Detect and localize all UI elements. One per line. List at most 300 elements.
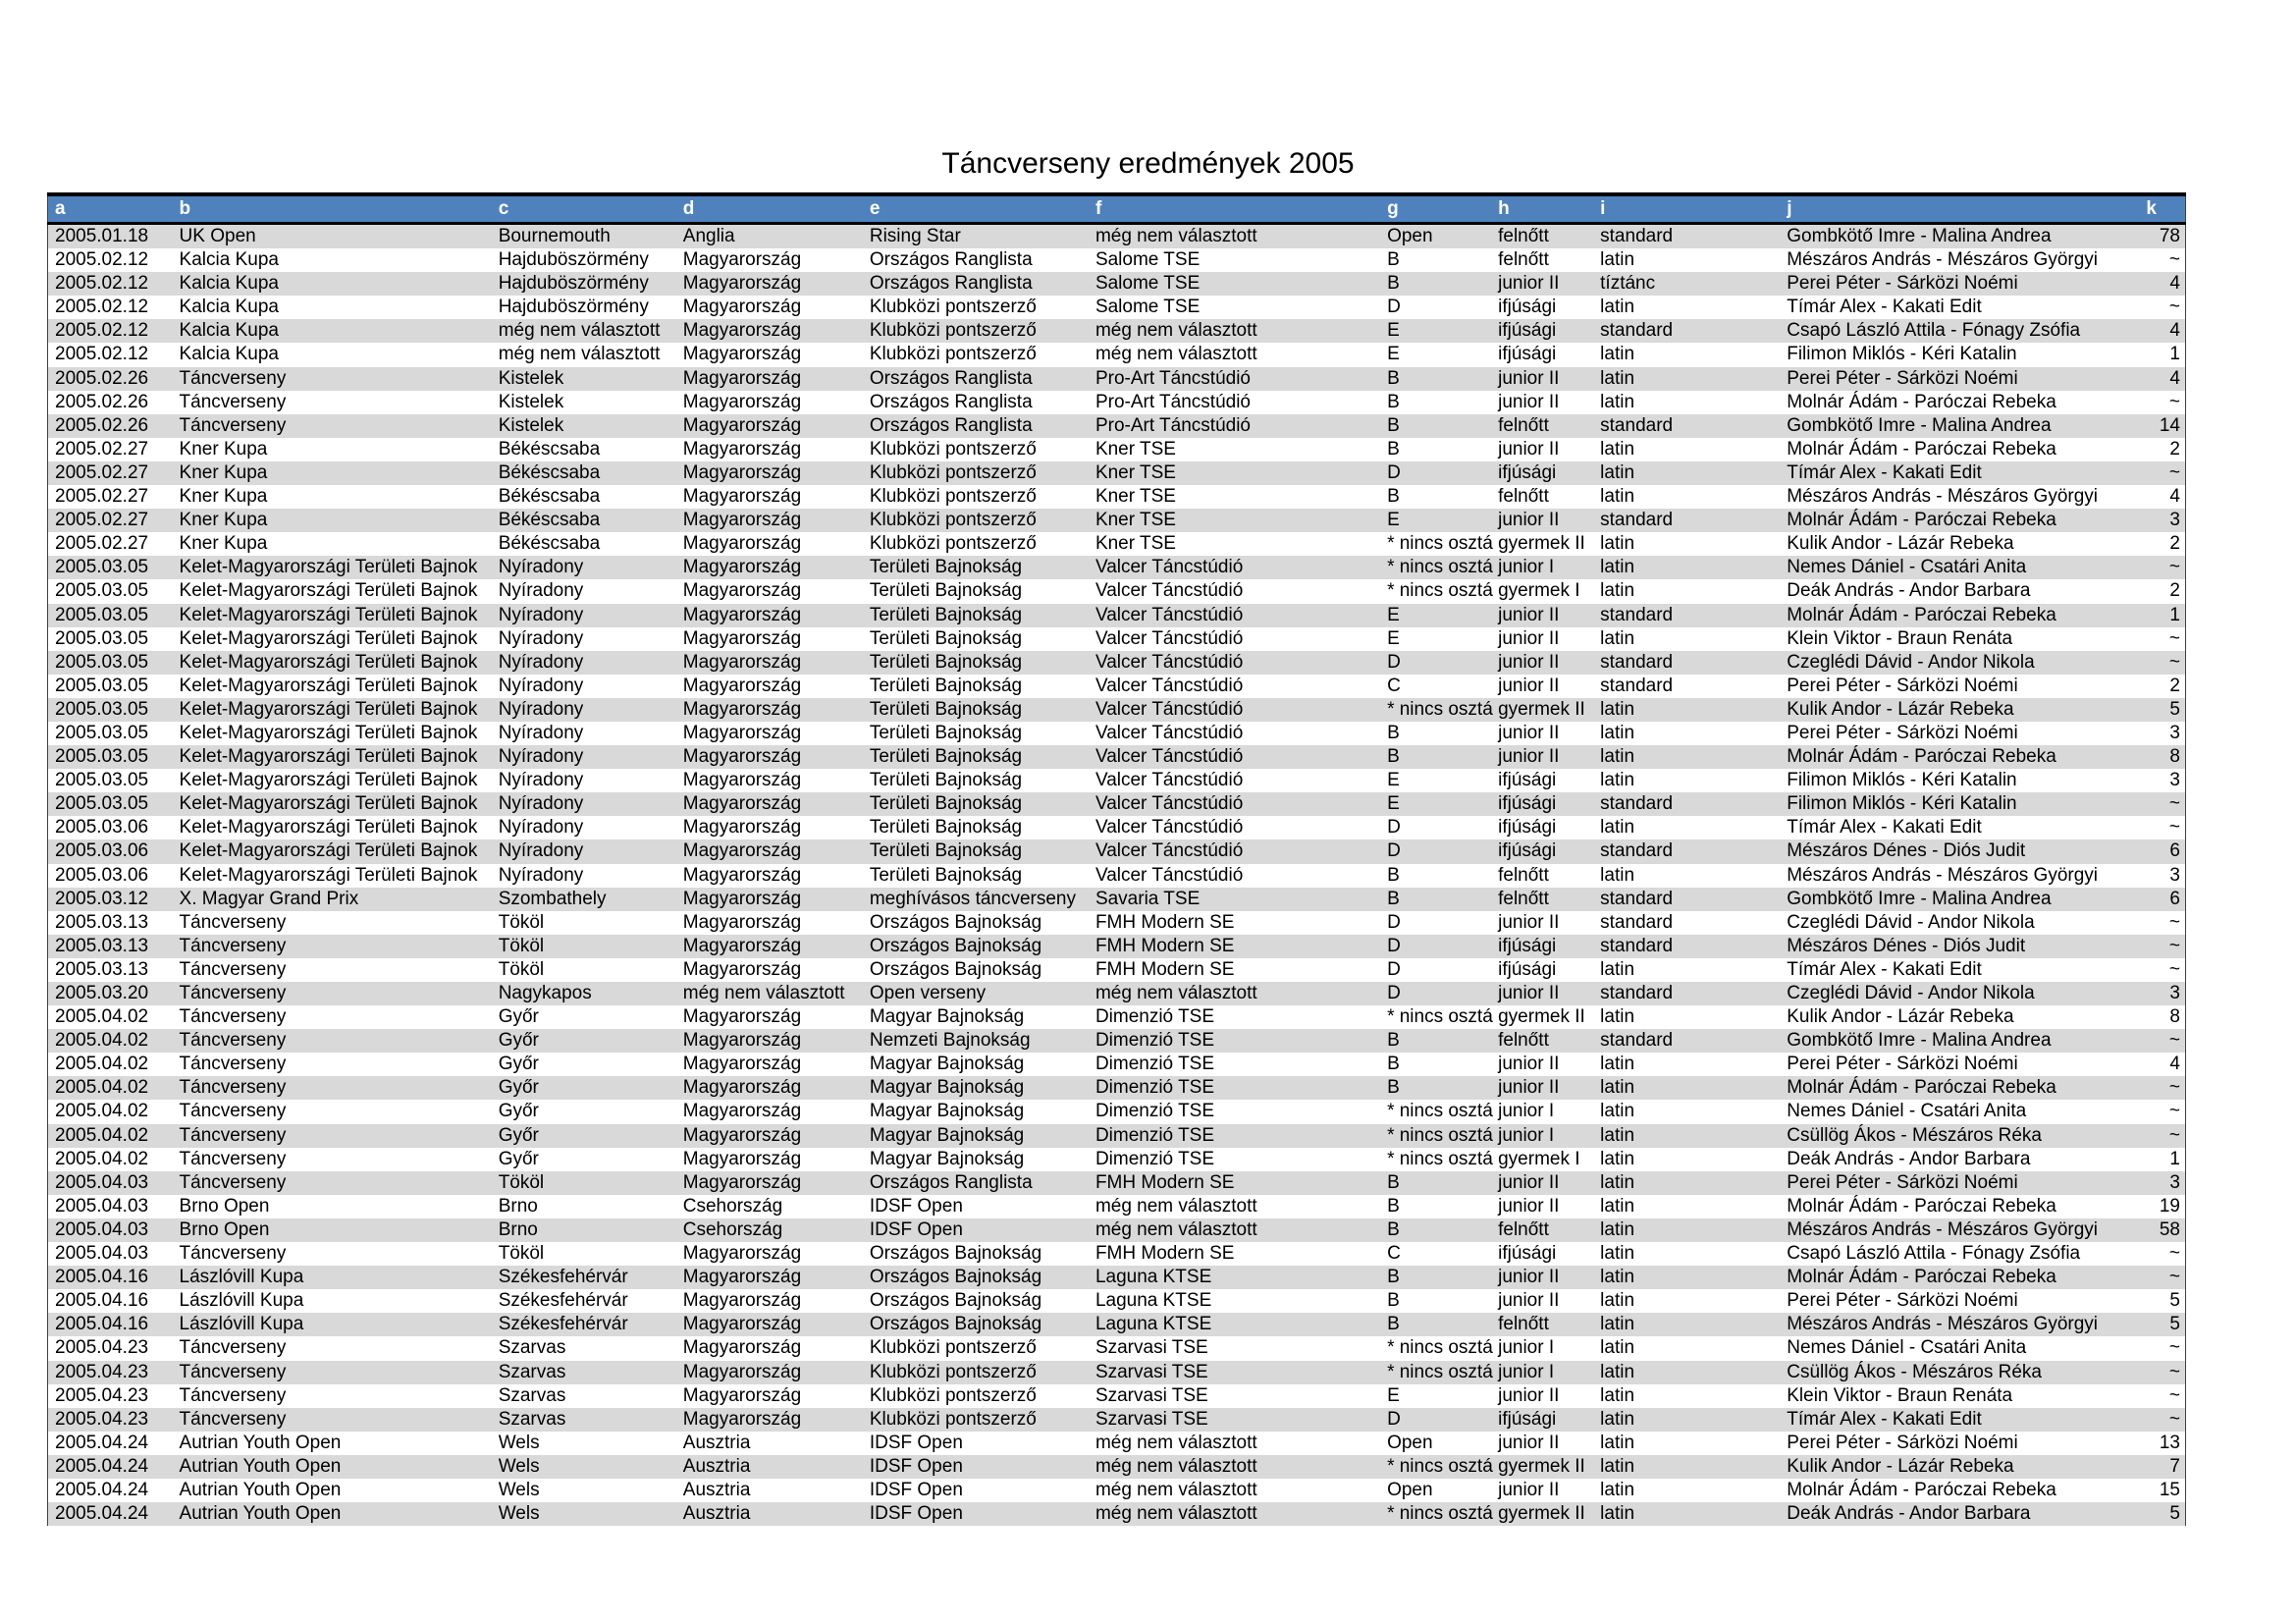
cell-placement: 13	[2159, 1432, 2180, 1453]
cell-age-group: ifjúsági	[1498, 817, 1557, 839]
cell-club: Kner TSE	[1095, 461, 1176, 483]
cell-age-group: felnőtt	[1498, 226, 1549, 246]
cell-event: Kelet-Magyarországi Területi Bajnok	[179, 604, 478, 625]
table-row	[48, 1029, 2186, 1053]
cell-dance-style: latin	[1600, 1006, 1635, 1028]
cell-placement: 3	[2169, 983, 2180, 1003]
cell-competition-type: Területi Bajnokság	[869, 770, 1023, 791]
cell-date: 2005.04.02	[55, 1148, 149, 1169]
cell-country: Magyarország	[682, 438, 802, 460]
cell-age-group: junior II	[1498, 983, 1560, 1003]
cell-event: Táncverseny	[179, 1006, 287, 1028]
cell-competition-type: Rising Star	[869, 226, 961, 246]
cell-age-group: junior II	[1498, 1432, 1560, 1453]
cell-date: 2005.02.12	[55, 249, 149, 271]
cell-competition-type: Országos Bajnokság	[869, 935, 1042, 956]
cell-date: 2005.03.12	[55, 888, 149, 909]
cell-event: Autrian Youth Open	[179, 1455, 342, 1477]
cell-club: Dimenzió TSE	[1095, 1148, 1215, 1169]
cell-club: Valcer Táncstúdió	[1095, 651, 1244, 673]
column-header-e: e	[863, 194, 1089, 224]
cell-dance-style: latin	[1600, 1503, 1635, 1525]
cell-dance-style: latin	[1600, 1171, 1635, 1193]
cell-date: 2005.04.03	[55, 1243, 149, 1265]
cell-country: Magyarország	[682, 1006, 802, 1028]
cell-dance-style: latin	[1600, 958, 1635, 980]
table-row	[48, 1408, 2186, 1432]
cell-couple: Kulik Andor - Lázár Rebeka	[1787, 533, 2014, 555]
cell-country: Magyarország	[682, 297, 802, 318]
cell-placement: 2	[2169, 533, 2180, 555]
cell-couple: Perei Péter - Sárközi Noémi	[1787, 1432, 2018, 1453]
cell-event: Táncverseny	[179, 1361, 287, 1382]
cell-competition-type: IDSF Open	[869, 1195, 963, 1217]
cell-country: Magyarország	[682, 604, 802, 625]
cell-competition-type: Országos Ranglista	[869, 1171, 1033, 1193]
table-row	[48, 367, 2186, 391]
cell-placement: 5	[2169, 1503, 2180, 1525]
column-header-a: a	[48, 194, 173, 224]
cell-dance-style: latin	[1600, 1054, 1635, 1075]
table-row	[48, 248, 2186, 272]
cell-age-group: gyermek I	[1498, 580, 1580, 602]
cell-class: D	[1387, 983, 1401, 1003]
cell-class: B	[1387, 1314, 1400, 1335]
cell-club: Dimenzió TSE	[1095, 1077, 1215, 1099]
cell-event: Kelet-Magyarországi Területi Bajnok	[179, 627, 478, 649]
cell-date: 2005.02.26	[55, 391, 149, 412]
cell-class: E	[1387, 604, 1400, 625]
cell-competition-type: IDSF Open	[869, 1479, 963, 1500]
cell-city: Szarvas	[498, 1384, 566, 1406]
cell-competition-type: Klubközi pontszerző	[869, 1361, 1037, 1382]
cell-club: Valcer Táncstúdió	[1095, 746, 1244, 768]
cell-date: 2005.01.18	[55, 226, 149, 246]
cell-city: Nyíradony	[498, 651, 584, 673]
table-row	[48, 1432, 2186, 1455]
cell-event: X. Magyar Grand Prix	[179, 888, 359, 909]
cell-event: Táncverseny	[179, 1101, 287, 1122]
table-row	[48, 911, 2186, 935]
cell-date: 2005.04.24	[55, 1432, 149, 1453]
cell-club: FMH Modern SE	[1095, 935, 1235, 956]
cell-city: Kistelek	[498, 414, 564, 436]
cell-club: Laguna KTSE	[1095, 1290, 1212, 1312]
cell-age-group: ifjúsági	[1498, 320, 1557, 342]
cell-dance-style: latin	[1600, 486, 1635, 508]
cell-club: Pro-Art Táncstúdió	[1095, 367, 1251, 389]
cell-event: Táncverseny	[179, 1171, 287, 1193]
cell-city: Nagykapos	[498, 983, 592, 1003]
cell-dance-style: latin	[1600, 1290, 1635, 1312]
cell-class: B	[1387, 273, 1400, 295]
cell-event: Kner Kupa	[179, 486, 268, 508]
cell-competition-type: Klubközi pontszerző	[869, 510, 1037, 531]
table-row	[48, 1289, 2186, 1313]
cell-placement: ~	[2168, 1384, 2180, 1406]
cell-event: Kelet-Magyarországi Területi Bajnok	[179, 722, 478, 743]
cell-placement: 4	[2169, 273, 2180, 295]
cell-event: Táncverseny	[179, 1124, 287, 1146]
cell-country: Magyarország	[682, 958, 802, 980]
cell-country: Magyarország	[682, 627, 802, 649]
cell-age-group: felnőtt	[1498, 249, 1549, 271]
cell-couple: Filimon Miklós - Kéri Katalin	[1787, 770, 2017, 791]
cell-placement: ~	[2168, 1101, 2180, 1122]
cell-dance-style: standard	[1600, 414, 1674, 436]
cell-country: Anglia	[682, 226, 735, 246]
cell-date: 2005.03.05	[55, 580, 149, 602]
cell-couple: Perei Péter - Sárközi Noémi	[1787, 722, 2018, 743]
cell-age-group: junior II	[1498, 1290, 1560, 1312]
cell-city: Győr	[498, 1101, 539, 1122]
cell-age-group: felnőtt	[1498, 486, 1549, 508]
cell-couple: Perei Péter - Sárközi Noémi	[1787, 273, 2018, 295]
cell-competition-type: Magyar Bajnokság	[869, 1077, 1025, 1099]
cell-age-group: junior II	[1498, 604, 1560, 625]
cell-class: E	[1387, 793, 1400, 815]
cell-dance-style: standard	[1600, 675, 1674, 696]
cell-class: E	[1387, 1384, 1400, 1406]
cell-club: Szarvasi TSE	[1095, 1361, 1208, 1382]
cell-event: Brno Open	[179, 1218, 270, 1240]
cell-country: Magyarország	[682, 793, 802, 815]
cell-date: 2005.04.23	[55, 1361, 149, 1382]
cell-class: B	[1387, 1030, 1400, 1052]
cell-class: B	[1387, 1171, 1400, 1193]
cell-placement: ~	[2168, 249, 2180, 271]
table-row	[48, 958, 2186, 982]
cell-country: Magyarország	[682, 1148, 802, 1169]
table-row	[48, 1313, 2186, 1336]
cell-competition-type: Magyar Bajnokság	[869, 1006, 1025, 1028]
cell-class: B	[1387, 438, 1400, 460]
cell-age-group: gyermek II	[1498, 533, 1585, 555]
cell-city: Hajduböszörmény	[498, 297, 649, 318]
cell-country: Magyarország	[682, 840, 802, 862]
cell-placement: ~	[2168, 817, 2180, 839]
cell-competition-type: Klubközi pontszerző	[869, 1337, 1037, 1359]
cell-class: * nincs osztá	[1387, 698, 1493, 720]
cell-class: * nincs osztá	[1387, 1361, 1493, 1382]
cell-age-group: junior II	[1498, 438, 1560, 460]
cell-placement: ~	[2168, 1077, 2180, 1099]
cell-club: Pro-Art Táncstúdió	[1095, 391, 1251, 412]
cell-placement: 3	[2169, 770, 2180, 791]
cell-placement: 2	[2169, 675, 2180, 696]
cell-dance-style: standard	[1600, 840, 1674, 862]
cell-couple: Klein Viktor - Braun Renáta	[1787, 627, 2013, 649]
cell-placement: 8	[2169, 746, 2180, 768]
cell-dance-style: latin	[1600, 722, 1635, 743]
cell-country: még nem választott	[682, 983, 845, 1003]
cell-placement: ~	[2168, 911, 2180, 933]
cell-couple: Molnár Ádám - Paróczai Rebeka	[1787, 1479, 2056, 1500]
table-row	[48, 414, 2186, 438]
results-table	[47, 192, 2186, 1526]
cell-city: Szarvas	[498, 1408, 566, 1430]
cell-date: 2005.04.23	[55, 1337, 149, 1359]
cell-placement: 1	[2169, 1148, 2180, 1169]
cell-dance-style: latin	[1600, 1455, 1635, 1477]
cell-competition-type: IDSF Open	[869, 1218, 963, 1240]
cell-date: 2005.03.13	[55, 935, 149, 956]
cell-club: Kner TSE	[1095, 438, 1176, 460]
cell-date: 2005.03.06	[55, 817, 149, 839]
cell-date: 2005.02.27	[55, 438, 149, 460]
cell-competition-type: Magyar Bajnokság	[869, 1101, 1025, 1122]
cell-event: Táncverseny	[179, 1148, 287, 1169]
table-row	[48, 556, 2186, 579]
cell-event: Kner Kupa	[179, 461, 268, 483]
table-row	[48, 698, 2186, 722]
cell-club: FMH Modern SE	[1095, 958, 1235, 980]
cell-couple: Kulik Andor - Lázár Rebeka	[1787, 1455, 2014, 1477]
cell-age-group: ifjúsági	[1498, 770, 1557, 791]
cell-country: Magyarország	[682, 746, 802, 768]
cell-placement: ~	[2168, 793, 2180, 815]
cell-dance-style: latin	[1600, 1384, 1635, 1406]
cell-date: 2005.03.13	[55, 958, 149, 980]
cell-club: Kner TSE	[1095, 486, 1176, 508]
cell-city: Tököl	[498, 958, 545, 980]
cell-date: 2005.04.03	[55, 1171, 149, 1193]
cell-date: 2005.03.20	[55, 983, 149, 1003]
cell-date: 2005.04.16	[55, 1314, 149, 1335]
cell-country: Magyarország	[682, 391, 802, 412]
cell-date: 2005.03.13	[55, 911, 149, 933]
table-row	[48, 651, 2186, 675]
cell-competition-type: Magyar Bajnokság	[869, 1148, 1025, 1169]
cell-dance-style: standard	[1600, 604, 1674, 625]
cell-couple: Molnár Ádám - Paróczai Rebeka	[1787, 1077, 2056, 1099]
cell-city: Nyíradony	[498, 770, 584, 791]
cell-age-group: ifjúsági	[1498, 793, 1557, 815]
cell-club: Dimenzió TSE	[1095, 1124, 1215, 1146]
cell-club: Valcer Táncstúdió	[1095, 604, 1244, 625]
cell-competition-type: IDSF Open	[869, 1455, 963, 1477]
cell-city: Nyíradony	[498, 746, 584, 768]
cell-class: B	[1387, 1054, 1400, 1075]
cell-class: Open	[1387, 1479, 1433, 1500]
cell-age-group: gyermek II	[1498, 698, 1585, 720]
cell-dance-style: latin	[1600, 533, 1635, 555]
cell-club: Salome TSE	[1095, 249, 1201, 271]
cell-couple: Molnár Ádám - Paróczai Rebeka	[1787, 391, 2056, 412]
cell-placement: 19	[2159, 1195, 2180, 1217]
cell-couple: Csapó László Attila - Fónagy Zsófia	[1787, 1243, 2081, 1265]
cell-club: Savaria TSE	[1095, 888, 1201, 909]
cell-date: 2005.04.16	[55, 1267, 149, 1288]
cell-couple: Klein Viktor - Braun Renáta	[1787, 1384, 2013, 1406]
cell-couple: Nemes Dániel - Csatári Anita	[1787, 1101, 2027, 1122]
cell-city: Szarvas	[498, 1337, 566, 1359]
cell-country: Magyarország	[682, 1267, 802, 1288]
cell-country: Magyarország	[682, 1101, 802, 1122]
table-row	[48, 627, 2186, 651]
cell-date: 2005.04.03	[55, 1218, 149, 1240]
cell-dance-style: tíztánc	[1600, 273, 1656, 295]
cell-competition-type: Területi Bajnokság	[869, 817, 1023, 839]
cell-city: Szarvas	[498, 1361, 566, 1382]
column-header-i: i	[1593, 194, 1780, 224]
cell-class: B	[1387, 391, 1400, 412]
cell-age-group: junior I	[1498, 557, 1555, 578]
cell-placement: ~	[2168, 651, 2180, 673]
cell-competition-type: Országos Ranglista	[869, 367, 1033, 389]
cell-club: Pro-Art Táncstúdió	[1095, 414, 1251, 436]
cell-dance-style: latin	[1600, 1195, 1635, 1217]
cell-dance-style: latin	[1600, 1361, 1635, 1382]
cell-club: Dimenzió TSE	[1095, 1054, 1215, 1075]
cell-couple: Deák András - Andor Barbara	[1787, 1148, 2031, 1169]
cell-placement: 4	[2169, 1054, 2180, 1075]
cell-dance-style: latin	[1600, 438, 1635, 460]
cell-class: B	[1387, 864, 1400, 886]
cell-country: Magyarország	[682, 1361, 802, 1382]
cell-city: Győr	[498, 1148, 539, 1169]
cell-date: 2005.04.02	[55, 1054, 149, 1075]
cell-club: FMH Modern SE	[1095, 911, 1235, 933]
cell-class: B	[1387, 414, 1400, 436]
cell-event: Táncverseny	[179, 1337, 287, 1359]
cell-class: B	[1387, 1077, 1400, 1099]
cell-date: 2005.04.24	[55, 1503, 149, 1525]
column-header-h: h	[1491, 194, 1593, 224]
cell-couple: Perei Péter - Sárközi Noémi	[1787, 1171, 2018, 1193]
cell-country: Magyarország	[682, 580, 802, 602]
cell-class: B	[1387, 1267, 1400, 1288]
cell-competition-type: Országos Bajnokság	[869, 1290, 1042, 1312]
cell-club: Valcer Táncstúdió	[1095, 557, 1244, 578]
table-row	[48, 888, 2186, 911]
column-header-c: c	[492, 194, 676, 224]
cell-dance-style: standard	[1600, 510, 1674, 531]
cell-couple: Nemes Dániel - Csatári Anita	[1787, 1337, 2027, 1359]
cell-city: Nyíradony	[498, 864, 584, 886]
cell-dance-style: latin	[1600, 297, 1635, 318]
table-row	[48, 1195, 2186, 1218]
cell-city: Bournemouth	[498, 226, 611, 246]
cell-age-group: junior II	[1498, 367, 1560, 389]
cell-country: Magyarország	[682, 722, 802, 743]
cell-age-group: junior II	[1498, 1195, 1560, 1217]
table-row	[48, 769, 2186, 792]
cell-class: C	[1387, 675, 1401, 696]
cell-country: Magyarország	[682, 1384, 802, 1406]
cell-dance-style: latin	[1600, 746, 1635, 768]
column-header-k: k	[2139, 194, 2185, 224]
cell-city: még nem választott	[498, 320, 661, 342]
cell-competition-type: IDSF Open	[869, 1432, 963, 1453]
cell-country: Magyarország	[682, 770, 802, 791]
cell-club: Szarvasi TSE	[1095, 1384, 1208, 1406]
cell-class: D	[1387, 817, 1401, 839]
cell-class: D	[1387, 651, 1401, 673]
cell-age-group: junior II	[1498, 391, 1560, 412]
cell-age-group: felnőtt	[1498, 1314, 1549, 1335]
table-row	[48, 1053, 2186, 1076]
table-row	[48, 839, 2186, 863]
cell-country: Magyarország	[682, 414, 802, 436]
cell-age-group: junior II	[1498, 651, 1560, 673]
cell-club: Dimenzió TSE	[1095, 1030, 1215, 1052]
column-header-f: f	[1089, 194, 1380, 224]
cell-couple: Molnár Ádám - Paróczai Rebeka	[1787, 746, 2056, 768]
cell-country: Magyarország	[682, 911, 802, 933]
cell-competition-type: Országos Ranglista	[869, 391, 1033, 412]
cell-age-group: ifjúsági	[1498, 935, 1557, 956]
cell-competition-type: Országos Ranglista	[869, 249, 1033, 271]
cell-country: Magyarország	[682, 1314, 802, 1335]
cell-age-group: felnőtt	[1498, 414, 1549, 436]
cell-dance-style: latin	[1600, 1479, 1635, 1500]
cell-date: 2005.02.26	[55, 367, 149, 389]
cell-country: Csehország	[682, 1218, 783, 1240]
cell-event: Autrian Youth Open	[179, 1503, 342, 1525]
cell-club: Salome TSE	[1095, 297, 1201, 318]
cell-club: még nem választott	[1095, 226, 1257, 246]
cell-city: Békéscsaba	[498, 486, 601, 508]
cell-date: 2005.04.02	[55, 1077, 149, 1099]
table-row	[48, 391, 2186, 414]
cell-city: Győr	[498, 1054, 539, 1075]
cell-placement: ~	[2168, 391, 2180, 412]
cell-country: Magyarország	[682, 651, 802, 673]
cell-placement: ~	[2168, 1124, 2180, 1146]
cell-placement: 6	[2169, 840, 2180, 862]
cell-city: Tököl	[498, 935, 545, 956]
cell-date: 2005.04.16	[55, 1290, 149, 1312]
cell-placement: ~	[2168, 297, 2180, 318]
cell-event: Kalcia Kupa	[179, 297, 279, 318]
cell-date: 2005.03.06	[55, 864, 149, 886]
cell-country: Ausztria	[682, 1455, 751, 1477]
cell-city: Békéscsaba	[498, 510, 601, 531]
cell-placement: 1	[2169, 604, 2180, 625]
table-row	[48, 1242, 2186, 1266]
cell-date: 2005.04.24	[55, 1455, 149, 1477]
cell-event: Kalcia Kupa	[179, 344, 279, 365]
cell-placement: 5	[2169, 698, 2180, 720]
cell-city: Székesfehérvár	[498, 1290, 628, 1312]
cell-country: Magyarország	[682, 817, 802, 839]
cell-couple: Deák András - Andor Barbara	[1787, 580, 2031, 602]
cell-placement: 58	[2159, 1218, 2180, 1240]
cell-city: Nyíradony	[498, 698, 584, 720]
cell-placement: 78	[2159, 226, 2180, 246]
cell-couple: Mészáros András - Mészáros Györgyi	[1787, 864, 2098, 886]
cell-couple: Filimon Miklós - Kéri Katalin	[1787, 344, 2017, 365]
cell-class: E	[1387, 344, 1400, 365]
cell-dance-style: latin	[1600, 1432, 1635, 1453]
cell-placement: 5	[2169, 1290, 2180, 1312]
cell-club: FMH Modern SE	[1095, 1243, 1235, 1265]
cell-city: Nyíradony	[498, 675, 584, 696]
cell-class: D	[1387, 461, 1401, 483]
cell-dance-style: latin	[1600, 367, 1635, 389]
cell-country: Magyarország	[682, 1124, 802, 1146]
cell-city: Nyíradony	[498, 817, 584, 839]
cell-country: Magyarország	[682, 1243, 802, 1265]
cell-dance-style: latin	[1600, 249, 1635, 271]
cell-date: 2005.03.05	[55, 651, 149, 673]
cell-club: Laguna KTSE	[1095, 1314, 1212, 1335]
cell-city: Nyíradony	[498, 580, 584, 602]
cell-date: 2005.03.05	[55, 746, 149, 768]
cell-country: Magyarország	[682, 557, 802, 578]
cell-class: * nincs osztá	[1387, 1337, 1493, 1359]
